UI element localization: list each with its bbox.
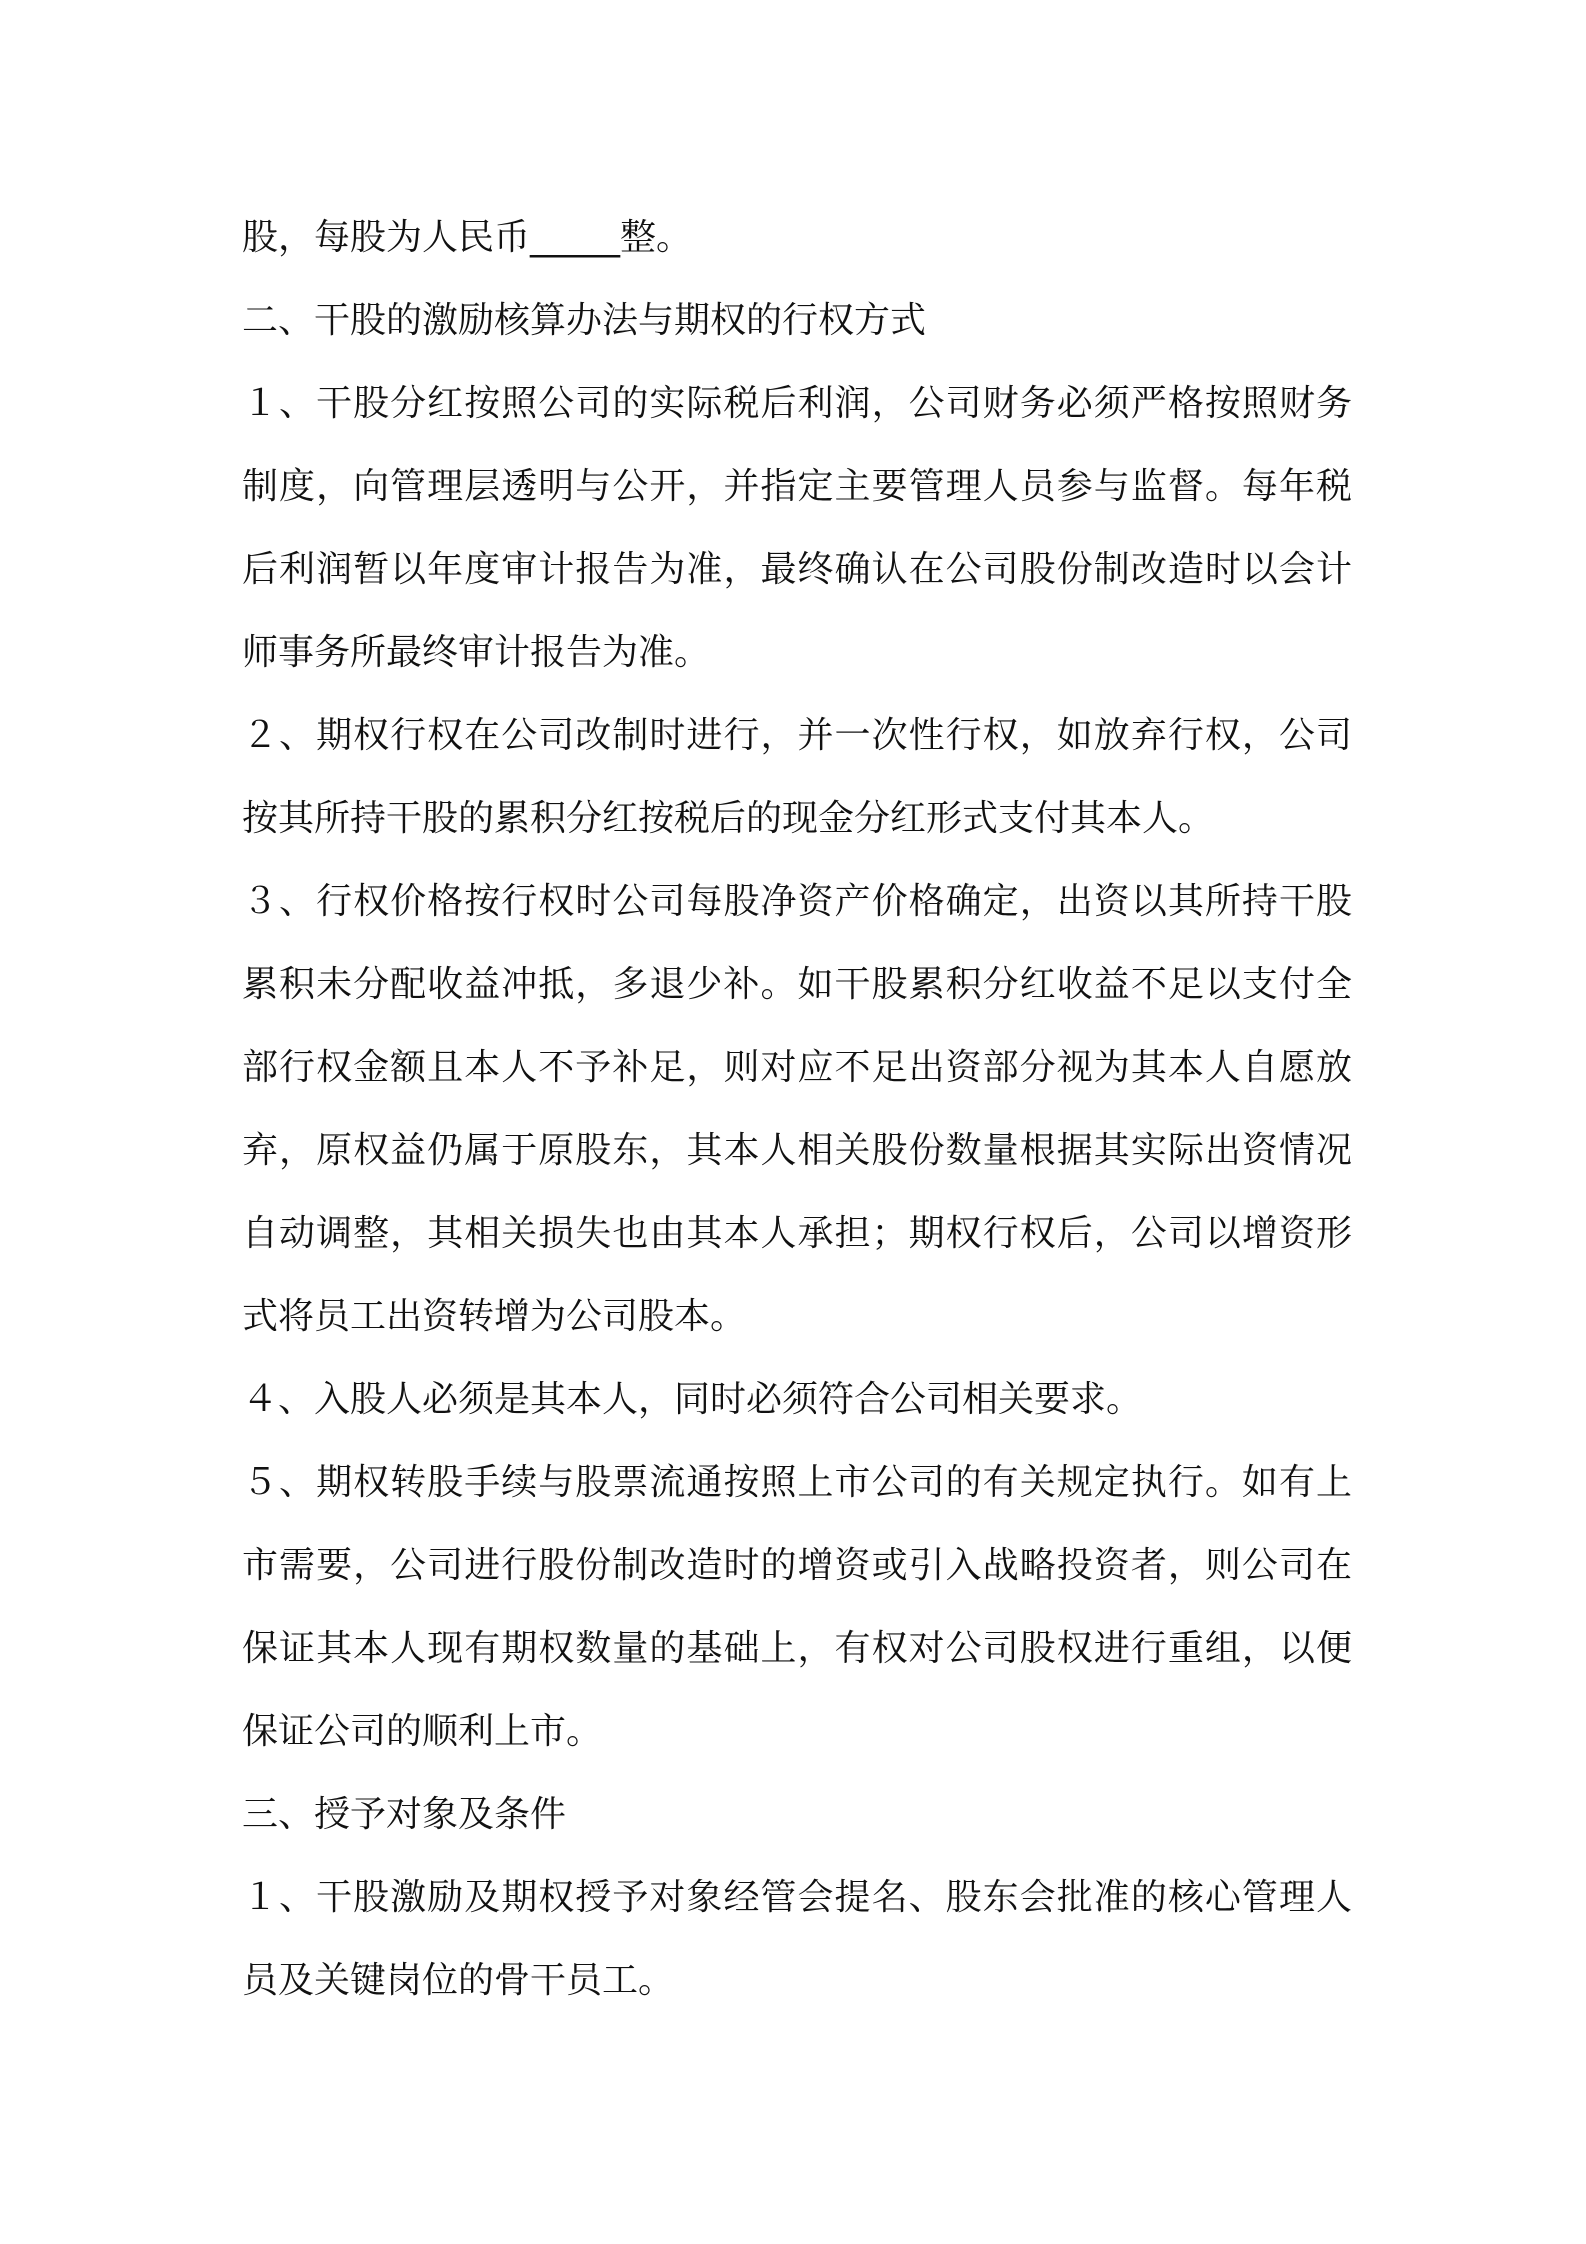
section-heading-3: 三、授予对象及条件 [242,1794,567,1835]
paragraph-2-1: １、干股分红按照公司的实际税后利润，公司财务必须严格按照财务制度，向管理层透明与公开，并指定主要管理人员参与监督。每年税后利润暂以年度审计报告为准，最终确认在公司股份制改造时以会计师事务所最终审计报告为准。 [242,383,1352,673]
paragraph-2-4: ４、入股人必须是其本人，同时必须符合公司相关要求。 [242,1379,1143,1420]
document-body [242,196,1352,2022]
paragraph-continuation: 股，每股为人民币_____整。 [242,217,693,258]
paragraph-2-5: ５、期权转股手续与股票流通按照上市公司的有关规定执行。如有上市需要，公司进行股份制改造时的增资或引入战略投资者，则公司在保证其本人现有期权数量的基础上，有权对公司股权进行重组，以便保证公司的顺利上市。 [242,1462,1352,1752]
paragraph-2-2: ２、期权行权在公司改制时进行，并一次性行权，如放弃行权，公司按其所持干股的累积分红按税后的现金分红形式支付其本人。 [242,715,1352,839]
paragraph-3-1: １、干股激励及期权授予对象经管会提名、股东会批准的核心管理人员及关键岗位的骨干员工。 [242,1877,1352,2001]
paragraph-2-3: ３、行权价格按行权时公司每股净资产价格确定，出资以其所持干股累积未分配收益冲抵，多退少补。如干股累积分红收益不足以支付全部行权金额且本人不予补足，则对应不足出资部分视为其本人自愿放弃，原权益仍属于原股东，其本人相关股份数量根据其实际出资情况自动调整，其相关损失也由其本人承担；期权行权后，公司以增资形式将员工出资转增为公司股本。 [242,881,1352,1337]
section-heading-2: 二、干股的激励核算办法与期权的行权方式 [242,300,927,341]
